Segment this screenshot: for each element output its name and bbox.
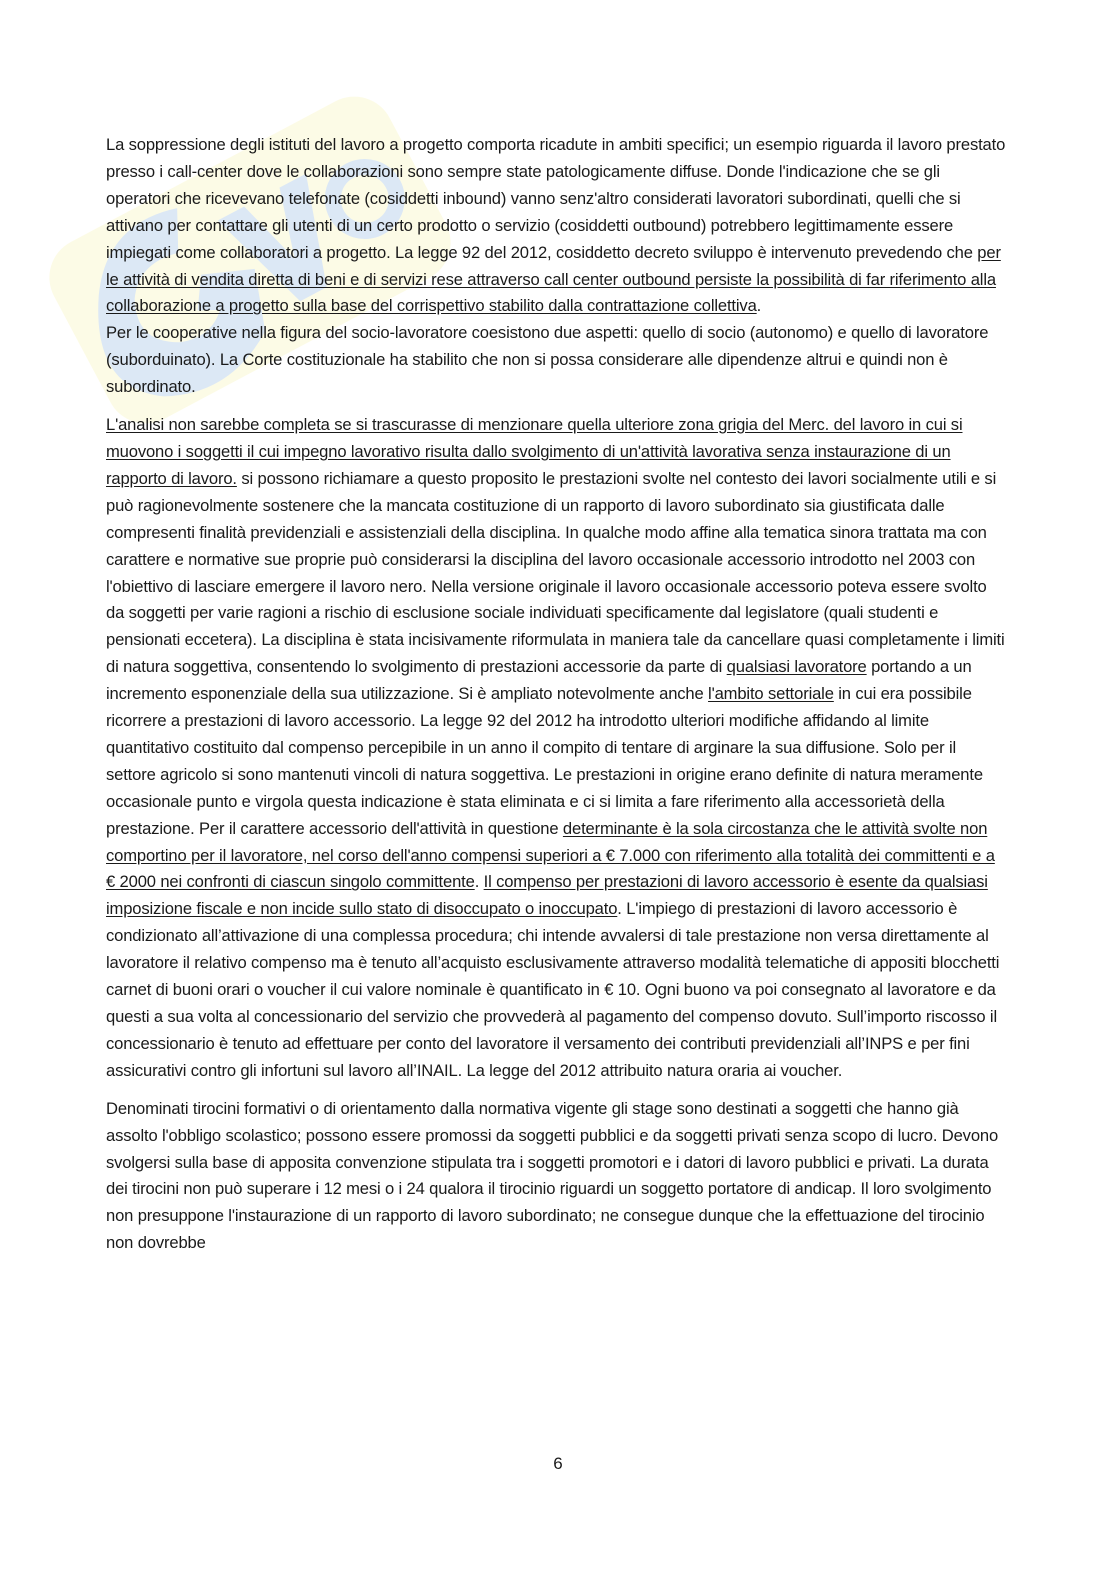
body-text: portando a un incremento esponenziale della sua utilizzazione. Si è ampliato notevolmente anche <box>106 657 972 704</box>
underlined-text: L'analisi non sarebbe completa se si trascurasse di menzionare quella ulteriore zona grigia del Merc. del lavoro in cui si muovono i soggetti il cui impegno lavorativo risulta dallo svolgimento di un'attività lavorativa senza instaurazione di un rapporto di lavoro. <box>106 415 963 488</box>
body-text: . <box>756 296 762 316</box>
underlined-text: Il compenso per prestazioni di lavoro accessorio è esente da qualsiasi imposizione fiscale e non incide sullo stato di disoccupato o inoccupato <box>106 872 988 919</box>
underlined-text: l'ambito settoriale <box>708 684 834 704</box>
body-text: . <box>474 872 484 892</box>
paragraph-p4 <box>106 1096 1006 1257</box>
paragraph-p1 <box>106 132 1006 320</box>
underlined-text: per le attività di vendita diretta di beni e di servizi rese attraverso call center outbound persiste la possibilità di far riferimento alla collaborazione a progetto sulla base del corrispettivo stabilito dalla contrattazione collettiva <box>106 242 1001 316</box>
page-number: 6 <box>553 1454 563 1473</box>
paragraph-p2 <box>106 320 1006 401</box>
body-text: Denominati tirocini formativi o di orientamento dalla normativa vigente gli stage sono destinati a soggetti che hanno già assolto l'obbligo scolastico; possono essere promossi da soggetti pubblici e da soggetti privati senza scopo di lucro. Devono svolgersi sulla base di apposita convenzione stipulata tra i soggetti promotori e i datori di lavoro pubblici e privati. La durata dei tirocini non può superare i 12 mesi o i 24 qualora il tirocinio riguardi un soggetto portatore di andicap. Il loro svolgimento non presuppone l'instaurazione di un rapporto di lavoro subordinato; ne consegue dunque che la effettuazione del tirocinio non dovrebbe <box>106 1098 999 1253</box>
underlined-text: qualsiasi lavoratore <box>726 657 867 677</box>
document-body <box>106 132 1006 1257</box>
paragraph-p3 <box>106 412 1006 1085</box>
body-text: in cui era possibile ricorrere a prestazioni di lavoro accessorio. La legge 92 del 2012 ha introdotto ulteriori modifiche affidando al limite quantitativo costituito dal compenso percepibile in un anno il compito di tentare di arginare la sua diffusione. Solo per il settore agricolo si sono mantenuti vincoli di natura soggettiva. Le prestazioni in origine erano definite di natura meramente occasionale punto e virgola questa indicazione è stata eliminata e ci si limita a fare riferimento alla accessorietà della prestazione. Per il carattere accessorio dell'attività in questione <box>106 684 983 838</box>
underlined-text: determinante è la sola circostanza che le attività svolte non comportino per il lavoratore, nel corso dell'anno compensi superiori a € 7.000 con riferimento alla totalità dei committenti e a € 2000 nei confronti di ciascun singolo committente <box>106 818 995 892</box>
body-text: . L'impiego di prestazioni di lavoro accessorio è condizionato all’attivazione di una complessa procedura; chi intende avvalersi di tale prestazione non versa direttamente al lavoratore il relativo compenso ma è tenuto all’acquisto esclusivamente attraverso modalità telematiche di appositi blocchetti carnet di buoni orari o voucher il cui valore nominale è quantificato in € 10. Ogni buono va poi consegnato al lavoratore e da questi a sua volta al concessionario del servizio che provvederà al pagamento del compenso dovuto. Sull’importo riscosso il concessionario è tenuto ad effettuare per conto del lavoratore il versamento dei contributi previdenziali all’INPS e per fini assicurativi contro gli infortuni sul lavoro all’INAIL. La legge del 2012 attribuito natura oraria ai voucher. <box>106 899 1000 1080</box>
body-text: Per le cooperative nella figura del socio-lavoratore coesistono due aspetti: quello di socio (autonomo) e quello di lavoratore (suborduinato). La Corte costituzionale ha stabilito che non si possa considerare alle dipendenze altrui e quindi non è subordinato. <box>106 323 989 397</box>
body-text: La soppressione degli istituti del lavoro a progetto comporta ricadute in ambiti specifici; un esempio riguarda il lavoro prestato presso i call-center dove le collaborazioni sono sempre state patologicamente diffuse. Donde l'indicazione che se gli operatori che ricevevano telefonate (cosiddetti inbound) vanno senz'altro considerati lavoratori subordinati, quelli che si attivano per contattare gli utenti di un certo prodotto o servizio (cosiddetti outbound) potrebbero legittimamente essere impiegati come collaboratori a progetto. La legge 92 del 2012, cosiddetto decreto sviluppo è intervenuto prevedendo che <box>106 135 1006 262</box>
body-text: si possono richiamare a questo proposito le prestazioni svolte nel contesto dei lavori socialmente utili e si può ragionevolmente sostenere che la mancata costituzione di un rapporto di lavoro subordinato sia giustificata dalle compresenti finalità previdenziali e assistenziali della disciplina. In qualche modo affine alla tematica sinora trattata ma con carattere e normative sue proprie può considerarsi la disciplina del lavoro occasionale accessorio introdotto nel 2003 con l'obiettivo di lasciare emergere il lavoro nero. Nella versione originale il lavoro occasionale accessorio poteva essere svolto da soggetti per varie ragioni a rischio di esclusione sociale individuati specificamente dal legislatore (quali studenti e pensionati eccetera). La disciplina è stata incisivamente riformulata in maniera tale da cancellare quasi completamente i limiti di natura soggettiva, consentendo lo svolgimento di prestazioni accessorie da parte di <box>106 468 1005 677</box>
